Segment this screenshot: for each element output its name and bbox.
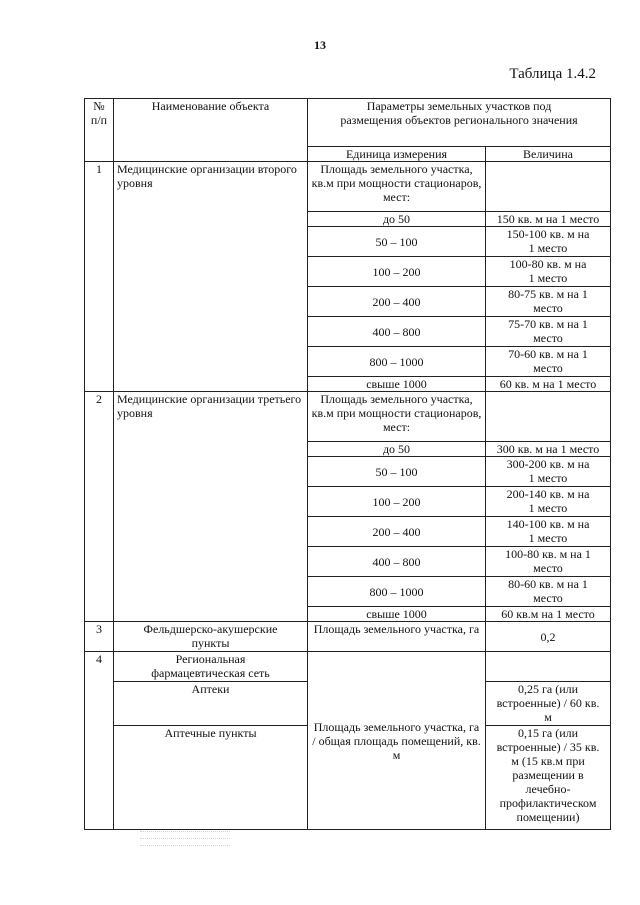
header-params: Параметры земельных участков под размещения объектов регионального значения <box>308 99 611 147</box>
area-value: 60 кв.м на 1 место <box>486 607 611 622</box>
area-value: 200-140 кв. м на 1 место <box>486 487 611 517</box>
area-value: 80-60 кв. м на 1 место <box>486 577 611 607</box>
unit-description: Площадь земельного участка, га <box>308 622 486 652</box>
header-name: Наименование объекта <box>114 99 308 162</box>
object-name: Фельдшерско-акушерские пункты <box>114 622 308 652</box>
capacity-range: 400 – 800 <box>308 547 486 577</box>
capacity-range: свыше 1000 <box>308 607 486 622</box>
area-value: 300 кв. м на 1 место <box>486 442 611 457</box>
area-value: 140-100 кв. м на 1 место <box>486 517 611 547</box>
value-cell <box>486 162 611 212</box>
capacity-range: 50 – 100 <box>308 227 486 257</box>
page-number: 13 <box>314 38 326 52</box>
capacity-range: 100 – 200 <box>308 487 486 517</box>
sub-object-name: Аптеки <box>114 682 308 726</box>
capacity-range: 800 – 1000 <box>308 347 486 377</box>
row-num: 3 <box>85 622 114 652</box>
capacity-range: до 50 <box>308 212 486 227</box>
area-value: 100-80 кв. м на 1 место <box>486 257 611 287</box>
row-num: 2 <box>85 392 114 622</box>
capacity-range: свыше 1000 <box>308 377 486 392</box>
regional-objects-table <box>84 98 611 830</box>
capacity-range: 100 – 200 <box>308 257 486 287</box>
value-cell <box>486 392 611 442</box>
header-value: Величина <box>486 147 611 162</box>
object-name: Медицинские организации второго уровня <box>114 162 308 392</box>
table-label: Таблица 1.4.2 <box>509 66 596 82</box>
unit-intro: Площадь земельного участка, кв.м при мощности стационаров, мест: <box>308 162 486 212</box>
value-cell <box>486 652 611 682</box>
row-num: 1 <box>85 162 114 392</box>
unit-intro: Площадь земельного участка, кв.м при мощности стационаров, мест: <box>308 392 486 442</box>
area-value: 0,25 га (или встроенные) / 60 кв. м <box>486 682 611 726</box>
capacity-range: 400 – 800 <box>308 317 486 347</box>
sub-object-name: Аптечные пункты <box>114 726 308 830</box>
capacity-range: 200 – 400 <box>308 517 486 547</box>
unit-description: Площадь земельного участка, га / общая площадь помещений, кв. м <box>308 652 486 830</box>
area-value: 80-75 кв. м на 1 место <box>486 287 611 317</box>
area-value: 0,2 <box>486 622 611 652</box>
area-value: 70-60 кв. м на 1 место <box>486 347 611 377</box>
object-name: Региональная фармацевтическая сеть <box>114 652 308 682</box>
capacity-range: 800 – 1000 <box>308 577 486 607</box>
area-value: 150 кв. м на 1 место <box>486 212 611 227</box>
scan-noise <box>140 826 230 862</box>
header-unit: Единица измерения <box>308 147 486 162</box>
area-value: 100-80 кв. м на 1 место <box>486 547 611 577</box>
object-name: Медицинские организации третьего уровня <box>114 392 308 622</box>
row-num: 4 <box>85 652 114 830</box>
capacity-range: до 50 <box>308 442 486 457</box>
area-value: 300-200 кв. м на 1 место <box>486 457 611 487</box>
capacity-range: 200 – 400 <box>308 287 486 317</box>
header-num: № п/п <box>85 99 114 162</box>
area-value: 150-100 кв. м на 1 место <box>486 227 611 257</box>
area-value: 0,15 га (или встроенные) / 35 кв. м (15 кв.м при размещении в лечебно-профилактическом помещении) <box>486 726 611 830</box>
capacity-range: 50 – 100 <box>308 457 486 487</box>
area-value: 75-70 кв. м на 1 место <box>486 317 611 347</box>
area-value: 60 кв. м на 1 место <box>486 377 611 392</box>
